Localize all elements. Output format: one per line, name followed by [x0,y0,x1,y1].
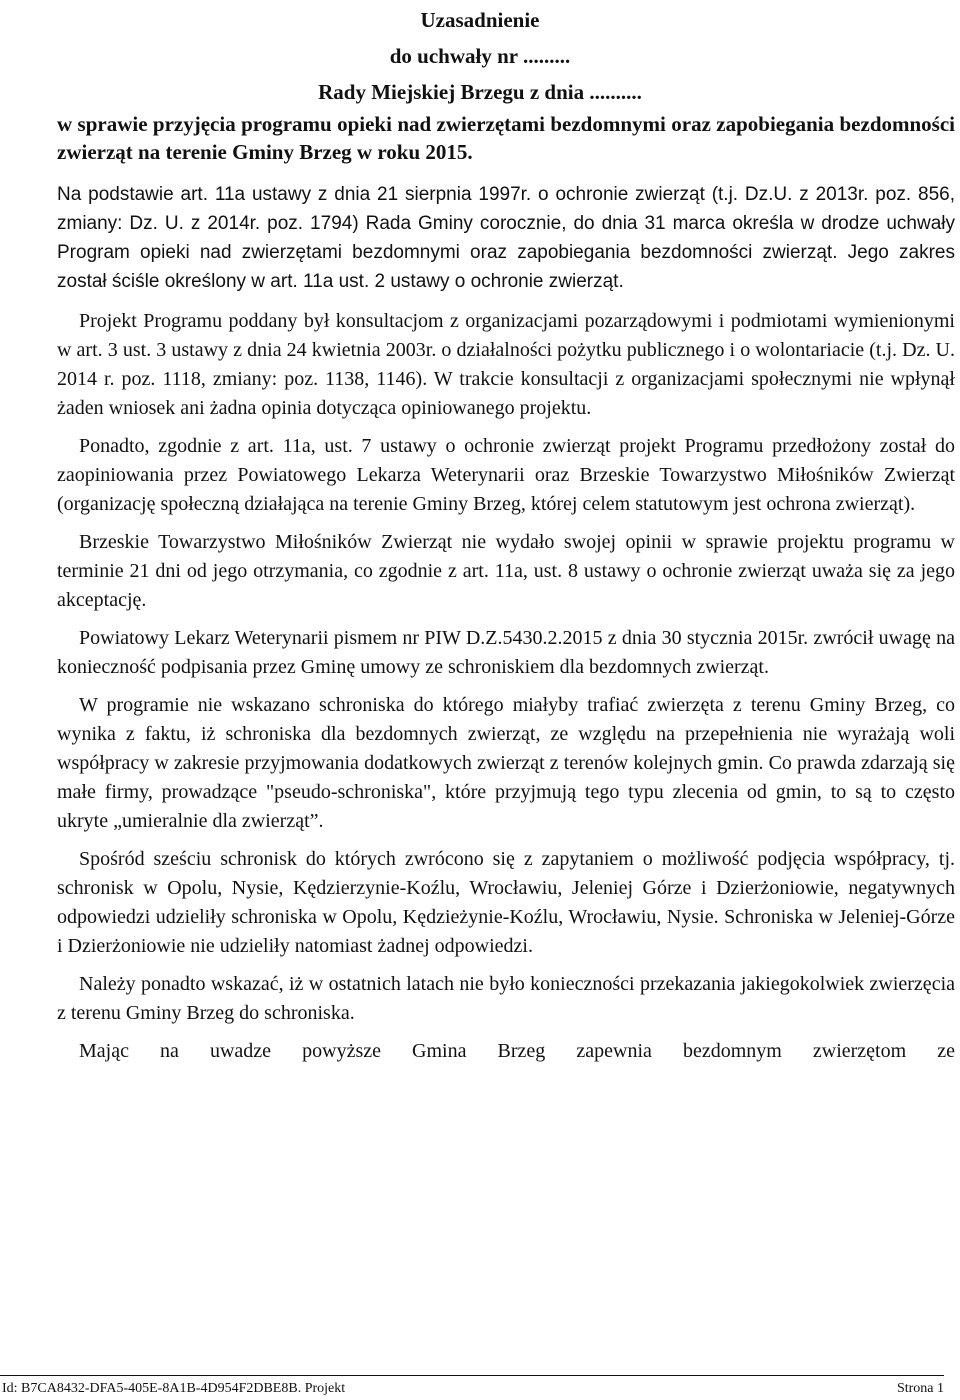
paragraph-veterinarian-letter: Powiatowy Lekarz Weterynarii pismem nr PIW D.Z.5430.2.2015 z dnia 30 stycznia 2015r. zwrócił uwagę na konieczność podpisania przez Gminę umowy ze schroniskiem dla bezdomnych zwierząt. [57,627,955,678]
paragraph-consultations: Projekt Programu poddany był konsultacjom z organizacjami pozarządowymi i podmiotami wymienionymi w art. 3 ust. 3 ustawy z dnia 24 kwietnia 2003r. o działalności pożytku publicznego i o wolontariacie (t.j. Dz. U. 2014 r. poz. 1118, zmiany: poz. 1138, 1146). W trakcie konsultacji z organizacjami społecznymi nie wpłynął żaden wniosek ani żadna opinia dotycząca opiniowanego projektu. [57,310,955,419]
page-number: Strona 1 [896,1381,944,1396]
footer-divider [0,1375,944,1376]
resolution-subject: w sprawie przyjęcia programu opieki nad zwierzętami bezdomnymi oraz zapobiegania bezdomności zwierząt na terenie Gminy Brzeg w roku 2015. [57,112,955,164]
document-title: Uzasadnienie [420,8,540,32]
document-body [57,180,955,1075]
council-line: Rady Miejskiej Brzegu z dnia .......... [318,80,642,104]
paragraph-shelter-inquiries: Spośród sześciu schronisk do których zwrócono się z zapytaniem o możliwość podjęcia współpracy, tj. schronisk w Opolu, Nysie, Kędzierzynie-Koźlu, Wrocławiu, Jeleniej Górze i Dzierżoniowie, negatywnych odpowiedzi udzieliły schroniska w Opolu, Kędzieżynie-Koźlu, Wrocławiu, Nysie. Schroniska w Jeleniej-Górze i Dzierżoniowie nie udzieliły natomiast żadnej odpowiedzi. [57,848,955,957]
document-header [0,2,960,166]
paragraph-conclusion: Mając na uwadze powyższe Gmina Brzeg zapewnia bezdomnym zwierzętom ze [79,1040,955,1062]
document-id: Id: B7CA8432-DFA5-405E-8A1B-4D954F2DBE8B. Projekt [2,1381,346,1396]
paragraph-legal-basis: Na podstawie art. 11a ustawy z dnia 21 sierpnia 1997r. o ochronie zwierząt (t.j. Dz.U. z 2013r. poz. 856, zmiany: Dz. U. z 2014r. poz. 1794) Rada Gminy corocznie, do dnia 31 marca określa w drodze uchwały Program opieki nad zwierzętami bezdomnymi oraz zapobiegania bezdomności zwierząt. Jego zakres został ściśle określony w art. 11a ust. 2 ustawy o ochronie zwierząt. [57,184,955,292]
resolution-number: do uchwały nr ......... [389,44,571,68]
paragraph-shelter-explanation: W programie nie wskazano schroniska do którego miałyby trafiać zwierzęta z terenu Gminy Brzeg, co wynika z faktu, iż schroniska dla bezdomnych zwierząt, ze względu na przepełnienia nie wyrażają woli współpracy w zakresie przyjmowania dodatkowych zwierząt z terenów kolejnych gmin. Co prawda zdarzają się małe firmy, prowadzące "pseudo-schroniska", które przyjmują tego typu zlecenia od gmin, to są to często ukryte „umieralnie dla zwierząt”. [57,694,955,832]
paragraph-society-opinion: Brzeskie Towarzystwo Miłośników Zwierząt nie wydało swojej opinii w sprawie projektu programu w terminie 21 dni od jego otrzymania, co zgodnie z art. 11a, ust. 8 ustawy o ochronie zwierząt uważa się za jego akceptację. [57,531,955,611]
paragraph-no-transfers: Należy ponadto wskazać, iż w ostatnich latach nie było konieczności przekazania jakiegokolwiek zwierzęcia z terenu Gminy Brzeg do schroniska. [57,973,955,1024]
paragraph-opinion-request: Ponadto, zgodnie z art. 11a, ust. 7 ustawy o ochronie zwierząt projekt Programu przedłożony został do zaopiniowania przez Powiatowego Lekarza Weterynarii oraz Brzeskie Towarzystwo Miłośników Zwierząt (organizację społeczną działająca na terenie Gminy Brzeg, której celem statutowym jest ochrona zwierząt). [57,435,955,515]
